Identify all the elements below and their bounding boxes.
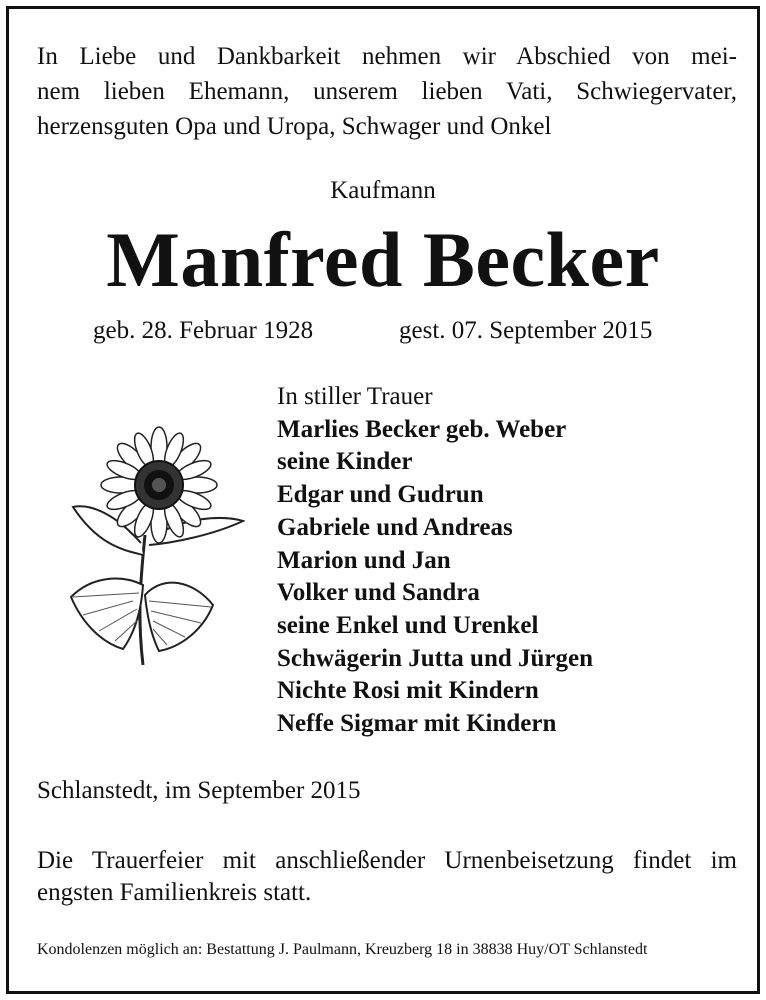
mourner-line: Edgar und Gudrun bbox=[277, 481, 484, 509]
intro-text bbox=[37, 39, 737, 144]
mourner-line: Marion und Jan bbox=[277, 546, 451, 574]
mourner-line: Volker und Sandra bbox=[277, 579, 480, 607]
birth-date: geb. 28. Februar 1928 bbox=[93, 317, 314, 344]
mourner-line: Marlies Becker geb. Weber bbox=[277, 415, 567, 443]
profession: Kaufmann bbox=[330, 177, 436, 204]
mourner-line: Gabriele und Andreas bbox=[277, 513, 513, 541]
mourner-line: seine Kinder bbox=[277, 448, 413, 476]
mourner-line: seine Enkel und Urenkel bbox=[277, 611, 539, 639]
mourning-heading: In stiller Trauer bbox=[277, 383, 433, 410]
mourners-list bbox=[277, 381, 593, 741]
mourner-line: Schwägerin Jutta und Jürgen bbox=[277, 644, 594, 672]
funeral-line: Die Trauerfeier mit anschließender Urnenbeisetzung findet im bbox=[37, 847, 737, 874]
sunflower-icon bbox=[63, 425, 245, 675]
mourner-line: Neffe Sigmar mit Kindern bbox=[277, 710, 557, 738]
intro-line: herzensguten Opa und Uropa, Schwager und Onkel bbox=[37, 113, 552, 140]
death-date: gest. 07. September 2015 bbox=[399, 317, 653, 344]
intro-line: In Liebe und Dankbarkeit nehmen wir Abschied von mei- bbox=[37, 43, 737, 70]
mourner-line: Nichte Rosi mit Kindern bbox=[277, 677, 539, 705]
condolences-note: Kondolenzen möglich an: Bestattung J. Paulmann, Kreuzberg 18 in 38838 Huy/OT Schlanstedt bbox=[37, 941, 648, 958]
obituary-notice bbox=[6, 6, 760, 994]
intro-line: nem lieben Ehemann, unserem lieben Vati, Schwiegervater, bbox=[37, 78, 737, 105]
funeral-line: engsten Familienkreis statt. bbox=[37, 879, 312, 906]
place-date: Schlanstedt, im September 2015 bbox=[37, 777, 361, 804]
deceased-name: Manfred Becker bbox=[106, 216, 660, 303]
funeral-note bbox=[37, 845, 737, 909]
